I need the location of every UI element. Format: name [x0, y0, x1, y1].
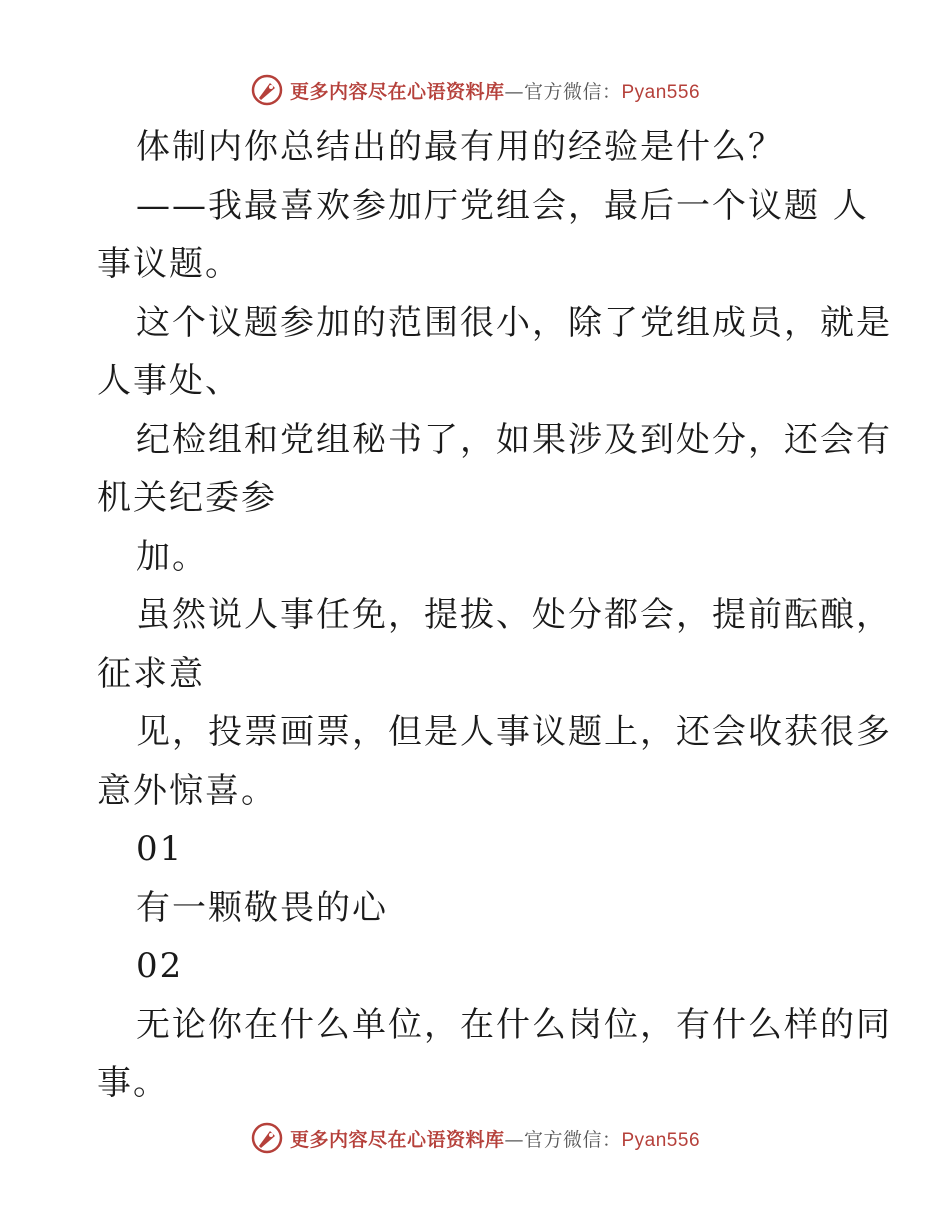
footer-account: Pyan556	[621, 1129, 701, 1151]
body-line: 见，投票画票，但是人事议题上，还会收获很多	[136, 712, 892, 752]
pen-nib-logo-icon	[250, 73, 284, 107]
header-account: Pyan556	[621, 81, 701, 103]
body-line: 无论你在什么单位，在什么岗位，有什么样的同	[136, 1004, 892, 1045]
footer-dash: —	[504, 1128, 524, 1151]
body-line: 征求意	[97, 653, 205, 694]
footer-brand: 更多内容尽在心语资料库	[289, 1128, 505, 1151]
pen-nib-logo-icon	[250, 1121, 284, 1155]
footer-watermark-text	[290, 1125, 700, 1152]
body-line: ——我最喜欢参加厅党组会，最后一个议题 人	[136, 185, 869, 226]
page-header-watermark	[0, 70, 950, 110]
body-line: 这个议题参加的范围很小，除了党组成员，就是	[136, 302, 892, 343]
footer-wechat-label: 官方微信：	[523, 1128, 622, 1151]
header-dash: —	[504, 80, 524, 103]
body-line: 纪检组和党组秘书了，如果涉及到处分，还会有	[136, 419, 892, 460]
body-line: 意外惊喜。	[97, 770, 277, 811]
body-line: 虽然说人事任免，提拔、处分都会，提前酝酿，	[136, 595, 892, 635]
body-line: 事议题。	[97, 244, 241, 284]
document-body	[97, 118, 892, 1113]
page-footer-watermark	[0, 1118, 950, 1158]
body-line: 人事处、	[97, 361, 241, 401]
header-watermark-text	[290, 77, 700, 104]
section-heading: 有一颗敬畏的心	[136, 887, 388, 928]
section-number: 01	[136, 829, 184, 869]
header-brand: 更多内容尽在心语资料库	[289, 80, 505, 103]
body-line: 事。	[97, 1063, 169, 1103]
body-line: 加。	[136, 536, 208, 577]
body-line: 机关纪委参	[97, 478, 277, 518]
header-wechat-label: 官方微信：	[523, 80, 622, 103]
section-number: 02	[136, 946, 184, 986]
body-line: 体制内你总结出的最有用的经验是什么？	[136, 127, 784, 167]
